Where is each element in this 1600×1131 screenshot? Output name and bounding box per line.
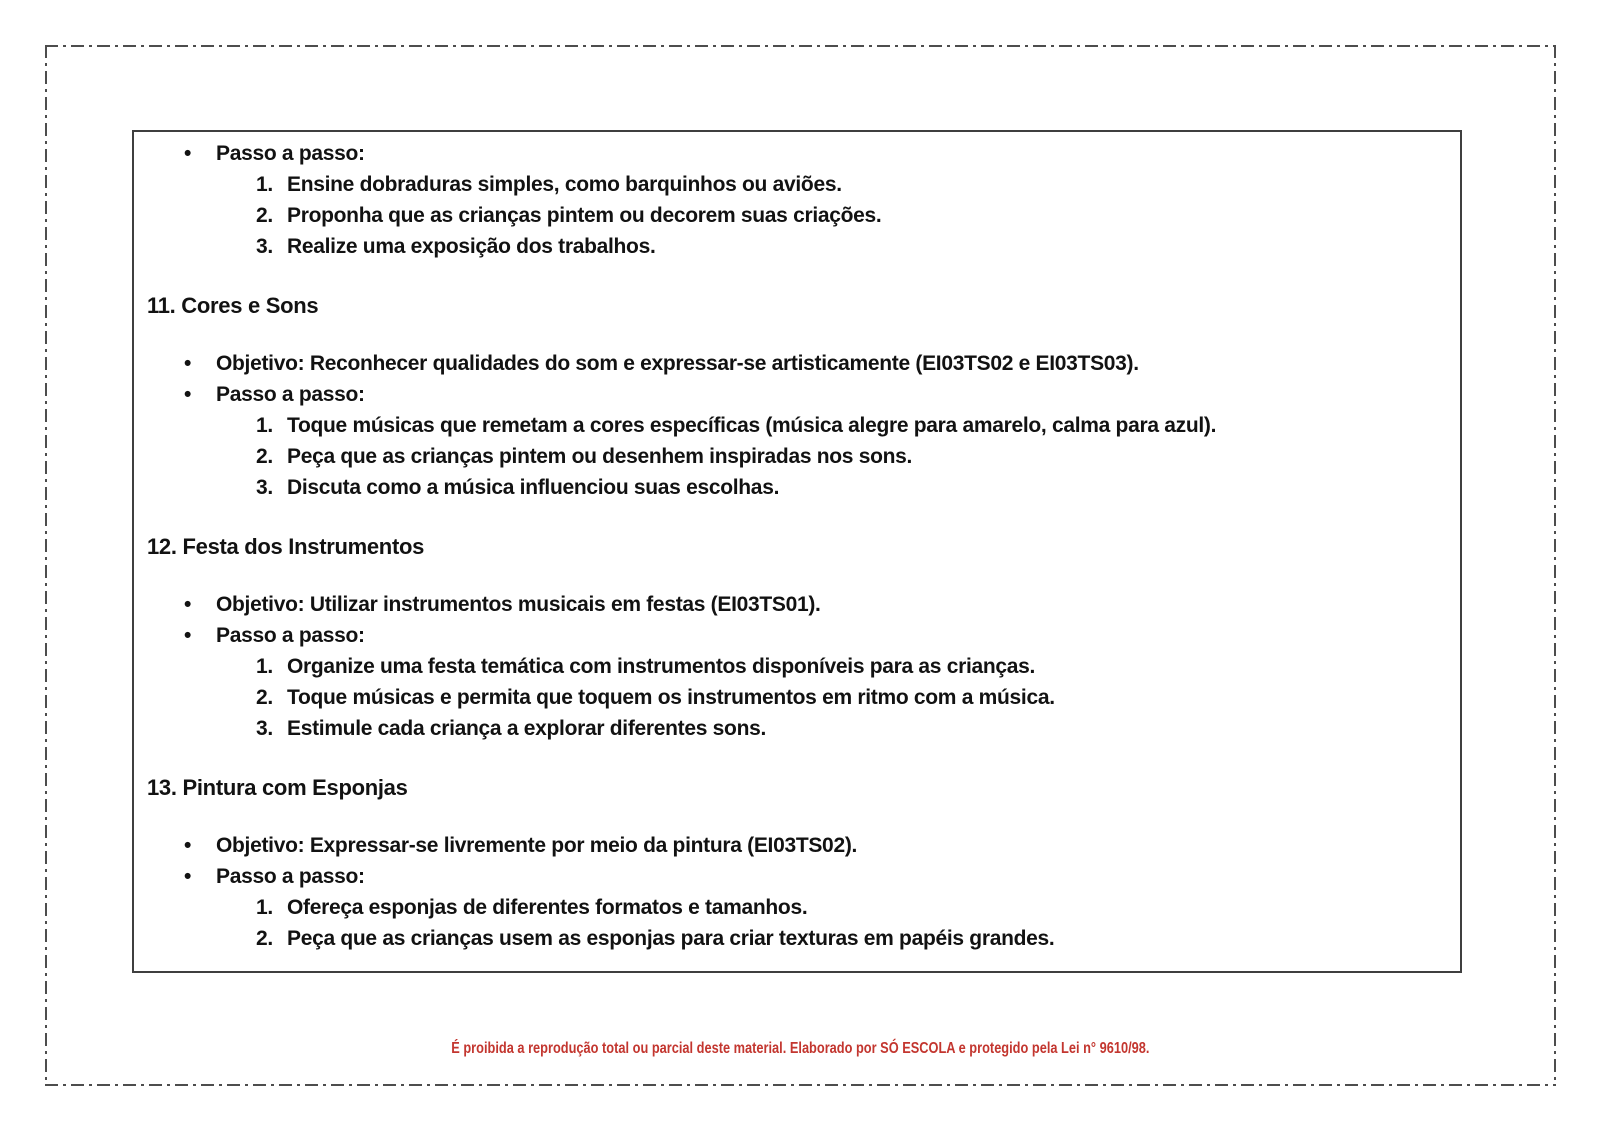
dashed-border-bottom — [45, 1084, 1556, 1086]
step-number: 3. — [256, 717, 273, 740]
list-item — [147, 138, 1436, 169]
bullet-icon: • — [184, 834, 192, 857]
step-text: Discuta como a música influenciou suas escolhas. — [287, 476, 780, 499]
list-item — [147, 348, 1436, 379]
steps-list — [147, 169, 1436, 262]
list-item — [147, 620, 1436, 651]
step-number: 1. — [256, 414, 273, 437]
list-item-text: Passo a passo: — [216, 142, 365, 165]
step-item — [147, 441, 1436, 472]
list-item-text: Passo a passo: — [216, 624, 365, 647]
step-item — [147, 892, 1436, 923]
steps-list — [147, 651, 1436, 744]
step-number: 2. — [256, 204, 273, 227]
copyright-notice: É proibida a reprodução total ou parcial deste material. Elaborado por SÓ ESCOLA e protegido pela Lei n° 9610/98. — [450, 1040, 1150, 1057]
content-section — [147, 772, 1436, 954]
step-number: 3. — [256, 476, 273, 499]
list-item — [147, 861, 1436, 892]
step-number: 1. — [256, 173, 273, 196]
step-text: Ensine dobraduras simples, como barquinhos ou aviões. — [287, 173, 842, 196]
step-text: Estimule cada criança a explorar diferentes sons. — [287, 717, 767, 740]
list-item-text: Passo a passo: — [216, 865, 365, 888]
step-item — [147, 410, 1436, 441]
dashed-border-left — [45, 45, 47, 1086]
step-number: 2. — [256, 927, 273, 950]
step-text: Proponha que as crianças pintem ou decorem suas criações. — [287, 204, 882, 227]
dashed-border-top — [45, 45, 1556, 47]
section-title: 12. Festa dos Instrumentos — [147, 534, 425, 559]
step-text: Toque músicas que remetam a cores específicas (música alegre para amarelo, calma para azul). — [287, 414, 1217, 437]
bullet-list — [147, 830, 1436, 892]
list-item-text: Objetivo: Utilizar instrumentos musicais em festas (EI03TS01). — [216, 593, 821, 616]
bullet-icon: • — [184, 624, 192, 647]
bullet-icon: • — [184, 593, 192, 616]
step-text: Organize uma festa temática com instrumentos disponíveis para as crianças. — [287, 655, 1036, 678]
step-text: Peça que as crianças pintem ou desenhem inspiradas nos sons. — [287, 445, 913, 468]
list-item-text: Objetivo: Expressar-se livremente por meio da pintura (EI03TS02). — [216, 834, 858, 857]
step-number: 3. — [256, 235, 273, 258]
step-text: Realize uma exposição dos trabalhos. — [287, 235, 656, 258]
step-item — [147, 923, 1436, 954]
dashed-border-right — [1554, 45, 1556, 1086]
list-item-text: Objetivo: Reconhecer qualidades do som e expressar-se artisticamente (EI03TS02 e EI03TS03). — [216, 352, 1139, 375]
bullet-icon: • — [184, 383, 192, 406]
step-number: 2. — [256, 686, 273, 709]
step-item — [147, 682, 1436, 713]
content-section — [147, 138, 1436, 262]
step-text: Ofereça esponjas de diferentes formatos e tamanhos. — [287, 896, 808, 919]
bullet-list — [147, 348, 1436, 410]
step-number: 1. — [256, 896, 273, 919]
step-item — [147, 169, 1436, 200]
section-title: 13. Pintura com Esponjas — [147, 775, 408, 800]
list-item-text: Passo a passo: — [216, 383, 365, 406]
step-item — [147, 231, 1436, 262]
step-text: Toque músicas e permita que toquem os instrumentos em ritmo com a música. — [287, 686, 1055, 709]
bullet-icon: • — [184, 142, 192, 165]
step-item — [147, 200, 1436, 231]
bullet-icon: • — [184, 352, 192, 375]
bullet-list — [147, 589, 1436, 651]
step-item — [147, 713, 1436, 744]
list-item — [147, 589, 1436, 620]
steps-list — [147, 892, 1436, 954]
step-number: 1. — [256, 655, 273, 678]
footer — [0, 1040, 1600, 1058]
section-title: 11. Cores e Sons — [147, 293, 319, 318]
steps-list — [147, 410, 1436, 503]
content-box — [132, 130, 1462, 973]
step-text: Peça que as crianças usem as esponjas para criar texturas em papéis grandes. — [287, 927, 1055, 950]
list-item — [147, 830, 1436, 861]
step-number: 2. — [256, 445, 273, 468]
list-item — [147, 379, 1436, 410]
content-section — [147, 531, 1436, 744]
bullet-list — [147, 138, 1436, 169]
step-item — [147, 651, 1436, 682]
bullet-icon: • — [184, 865, 192, 888]
content-section — [147, 290, 1436, 503]
step-item — [147, 472, 1436, 503]
